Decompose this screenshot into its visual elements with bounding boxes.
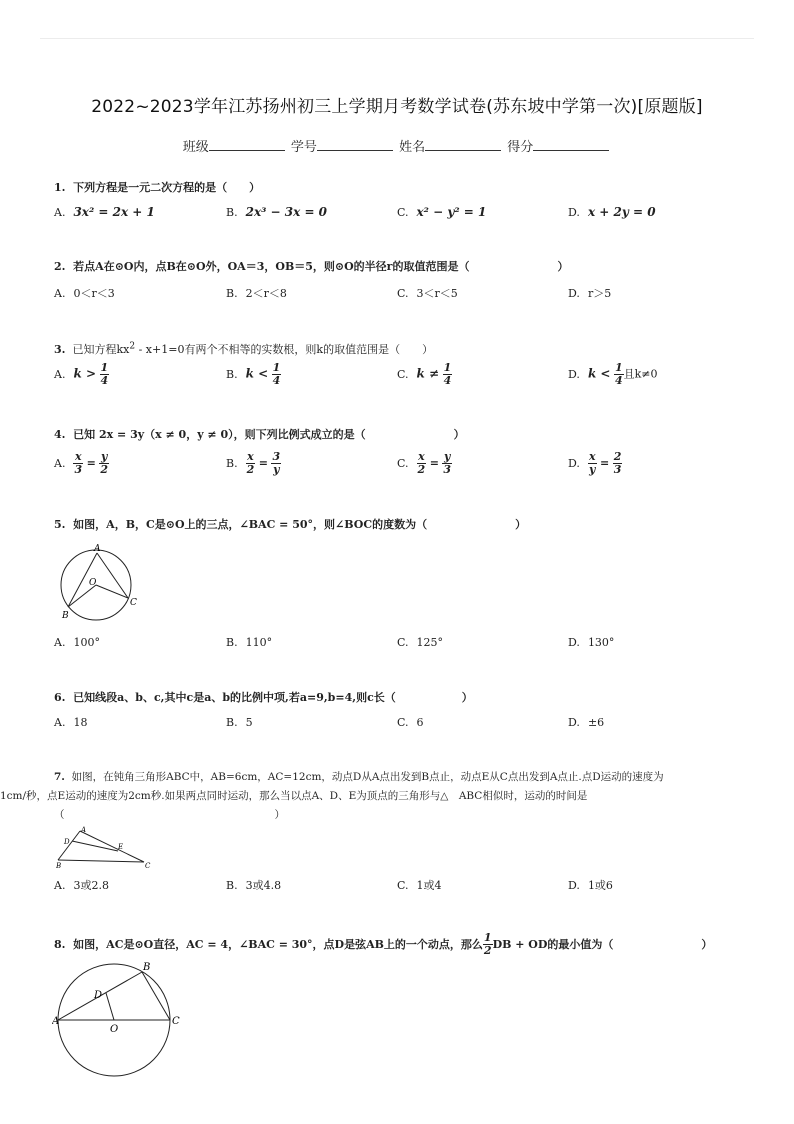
question-7-options [54, 877, 754, 897]
label-c: C [145, 862, 151, 870]
question-5-options [54, 636, 754, 656]
label-b: B [56, 862, 62, 870]
question-3-options [54, 362, 754, 392]
class-field: 班级 [183, 136, 287, 155]
question-6-option-b[interactable]: B. 5 [226, 716, 253, 729]
question-5-option-d[interactable]: D. 130° [568, 636, 615, 649]
top-rule [40, 38, 754, 39]
question-2-stem: 2. 若点A在⊙O内，点B在⊙O外，OA＝3，OB＝5，则⊙O的半径r的取值范围是（ ） [54, 260, 569, 273]
question-3-option-a[interactable]: A. k > $\frac{1}{4}$ [54, 361, 109, 387]
question-7-figure [56, 826, 152, 870]
question-7-option-c[interactable]: C. 1或4 [397, 879, 442, 892]
label-d: D [64, 838, 70, 846]
question-1-option-c[interactable]: C. x² − y² = 1 [397, 205, 487, 219]
question-4-stem: 4. 已知 2x = 3y（x ≠ 0，y ≠ 0），则下列比例式成立的是（ ） [54, 428, 465, 441]
question-7-option-b[interactable]: B. 3或4.8 [226, 879, 282, 892]
label-o: O [89, 578, 97, 588]
question-2-options [54, 285, 754, 305]
student-id-field: 学号 [291, 136, 395, 155]
question-7-option-d[interactable]: D. 1或6 [568, 879, 613, 892]
question-2-option-b[interactable]: B. 2＜r＜8 [226, 287, 287, 300]
question-2-option-d[interactable]: D. r＞5 [568, 287, 612, 300]
label-c: C [130, 598, 137, 608]
question-8-figure [52, 958, 188, 1086]
label-a: A [52, 1016, 60, 1027]
question-3-option-d[interactable]: D. k < $\frac{1}{4}$ 且k≠0 [568, 361, 658, 387]
question-7-stem-line-1: 7. 如图，在钝角三角形ABC中，AB=6cm，AC=12cm，动点D从A点出发到B点止，动点E从C点出发到A点止.点D运动的速度为 [54, 771, 664, 783]
question-6-option-a[interactable]: A. 18 [54, 716, 88, 729]
question-8 [54, 932, 754, 957]
student-id-blank[interactable] [317, 138, 393, 151]
label-a: A [81, 826, 87, 834]
question-1-option-b[interactable]: B. 2x³ − 3x = 0 [226, 205, 328, 219]
question-1-options [54, 205, 754, 225]
question-1 [54, 180, 754, 196]
score-blank[interactable] [533, 138, 609, 151]
name-blank[interactable] [425, 138, 501, 151]
question-4 [54, 427, 754, 443]
question-3-option-c[interactable]: C. k ≠ $\frac{1}{4}$ [397, 361, 452, 387]
question-4-options [54, 451, 754, 481]
question-5-stem: 5. 如图，A，B，C是⊙O上的三点，∠BAC = 50°，则∠BOC的度数为（ ） [54, 518, 527, 531]
question-5-option-a[interactable]: A. 100° [54, 636, 100, 649]
question-5 [54, 517, 754, 533]
question-7-stem-line-3: （ ） [54, 809, 285, 821]
question-7 [0, 768, 754, 825]
label-e: E [118, 843, 124, 851]
question-3-stem: 3. 已知方程$kx^2 - x+1=0$有两个不相等的实数根，则k的取值范围是（ ） [54, 341, 434, 356]
name-field: 姓名 [399, 136, 503, 155]
question-8-stem: 8. 如图，AC是⊙O直径，AC = 4，∠BAC = 30°，点D是弦AB上的一个动点，那么 $\frac{1}{2}$ DB + OD的最小值为（ ） [54, 931, 713, 957]
question-3 [54, 338, 754, 358]
question-5-option-c[interactable]: C. 125° [397, 636, 444, 649]
question-6-option-c[interactable]: C. 6 [397, 716, 424, 729]
question-4-option-d[interactable]: D. $\frac{x}{y}$ = $\frac{2}{3}$ [568, 450, 622, 476]
label-b: B [62, 611, 69, 621]
question-6-option-d[interactable]: D. ±6 [568, 716, 605, 729]
page-title: 2022~2023学年江苏扬州初三上学期月考数学试卷(苏东坡中学第一次)[原题版] [91, 97, 703, 117]
student-info-line [0, 136, 794, 155]
label-c: C [172, 1016, 180, 1027]
question-4-option-c[interactable]: C. $\frac{x}{2}$ = $\frac{y}{3}$ [397, 450, 452, 476]
question-4-option-b[interactable]: B. $\frac{x}{2}$ = $\frac{3}{y}$ [226, 450, 281, 476]
question-2 [54, 259, 754, 275]
question-7-option-a[interactable]: A. 3或2.8 [54, 879, 109, 892]
question-6-options [54, 716, 754, 736]
question-6 [54, 690, 754, 706]
question-5-option-b[interactable]: B. 110° [226, 636, 273, 649]
question-5-figure [56, 543, 146, 625]
question-1-option-a[interactable]: A. 3x² = 2x + 1 [54, 205, 155, 219]
question-7-stem-line-2: 1cm/秒，点E运动的速度为2cm秒.如果两点同时运动，那么当以点A、D、E为顶点的三角形与△ ABC相似时，运动的时间是 [0, 790, 588, 802]
question-4-option-a[interactable]: A. $\frac{x}{3}$ = $\frac{y}{2}$ [54, 450, 108, 476]
question-6-stem: 6. 已知线段a、b、c,其中c是a、b的比例中项,若a=9,b=4,则c长（ ） [54, 691, 473, 704]
question-3-option-b[interactable]: B. k < $\frac{1}{4}$ [226, 361, 281, 387]
label-o: O [110, 1024, 119, 1035]
question-1-option-d[interactable]: D. x + 2y = 0 [568, 205, 656, 219]
class-blank[interactable] [209, 138, 285, 151]
question-2-option-a[interactable]: A. 0＜r＜3 [54, 287, 115, 300]
label-a: A [94, 544, 101, 554]
label-b: B [143, 962, 151, 973]
question-1-stem: 1. 下列方程是一元二次方程的是（ ） [54, 181, 261, 194]
score-field: 得分 [507, 136, 611, 155]
label-d: D [94, 990, 103, 1001]
question-2-option-c[interactable]: C. 3＜r＜5 [397, 287, 458, 300]
